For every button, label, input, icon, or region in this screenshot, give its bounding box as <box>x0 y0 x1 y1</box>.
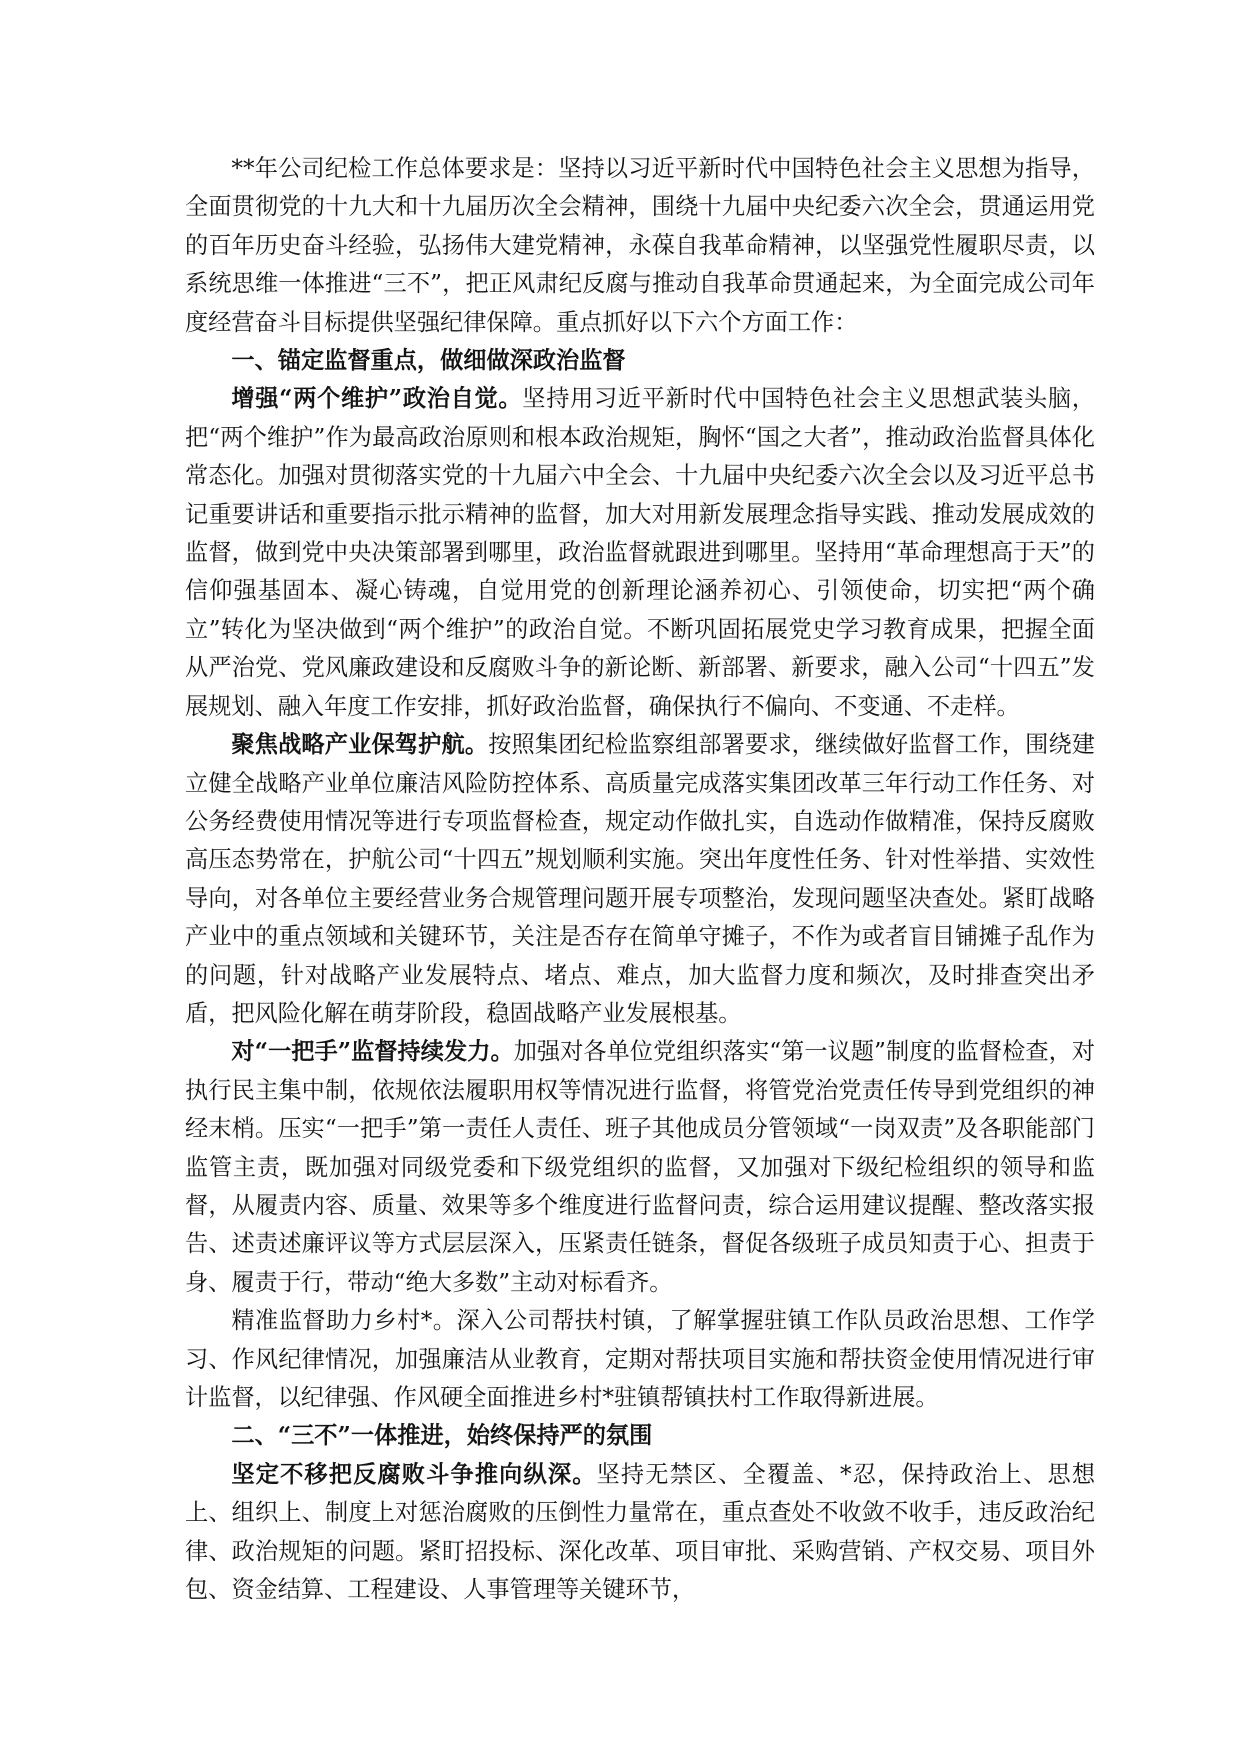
paragraph-strategic-industry <box>185 726 1095 1033</box>
paragraph-body: 坚持用习近平新时代中国特色社会主义思想武装头脑，把“两个维护”作为最高政治原则和根本政治规矩，胸怀“国之大者”，推动政治监督具体化常态化。加强对贯彻落实党的十九届六中全会、十九届中央纪委六次全会以及习近平总书记重要讲话和重要指示批示精神的监督，加大对用新发展理念指导实践、推动发展成效的监督，做到党中央决策部署到哪里，政治监督就跟进到哪里。坚持用“革命理想高于天”的信仰强基固本、凝心铸魂，自觉用党的创新理论涵养初心、引领使命，切实把“两个确立”转化为坚决做到“两个维护”的政治自觉。不断巩固拓展党史学习教育成果，把握全面从严治党、党风廉政建设和反腐败斗争的新论断、新部署、新要求，融入公司“十四五”发展规划、融入年度工作安排，抓好政治监督，确保执行不偏向、不变通、不走样。 <box>185 385 1095 720</box>
paragraph-rural-support: 精准监督助力乡村*。深入公司帮扶村镇，了解掌握驻镇工作队员政治思想、工作学习、作风纪律情况，加强廉洁从业教育，定期对帮扶项目实施和帮扶资金使用情况进行审计监督，以纪律强、作风硬全面推进乡村*驻镇帮镇扶村工作取得新进展。 <box>185 1307 1095 1411</box>
paragraph-lead: 对“一把手”监督持续发力。 <box>231 1038 514 1066</box>
paragraph-body: 加强对各单位党组织落实“第一议题”制度的监督检查，对执行民主集中制，依规依法履职用权等情况进行监督，将管党治党责任传导到党组织的神经末梢。压实“一把手”第一责任人责任、班子其他成员分管领域“一岗双责”及各职能部门监管主责，既加强对同级党委和下级党组织的监督，又加强对下级纪检组织的领导和监督，从履责内容、质量、效果等多个维度进行监督问责，综合运用建议提醒、整改落实报告、述责述廉评议等方式层层深入，压紧责任链条，督促各级班子成员知责于心、担责于身、履责于行，带动“绝大多数”主动对标看齐。 <box>185 1038 1095 1296</box>
paragraph-lead: 坚定不移把反腐败斗争推向纵深。 <box>231 1460 597 1488</box>
section-heading-1: 一、锚定监督重点，做细做深政治监督 <box>231 347 626 375</box>
paragraph-body: 按照集团纪检监察组部署要求，继续做好监督工作，围绕建立健全战略产业单位廉洁风险防控体系、高质量完成落实集团改革三年行动工作任务、对公务经费使用情况等进行专项监督检查，规定动作做扎实，自选动作做精准，保持反腐败高压态势常在，护航公司“十四五”规划顺利实施。突出年度性任务、针对性举措、实效性导向，对各单位主要经营业务合规管理问题开展专项整治，发现问题坚决查处。紧盯战略产业中的重点领域和关键环节，关注是否存在简单守摊子，不作为或者盲目铺摊子乱作为的问题，针对战略产业发展特点、堵点、难点，加大监督力度和频次，及时排查突出矛盾，把风险化解在萌芽阶段，稳固战略产业发展根基。 <box>185 731 1095 1027</box>
paragraph-political-awareness <box>185 380 1095 726</box>
document-page <box>185 150 1095 1609</box>
paragraph-body: 坚持无禁区、全覆盖、*忍，保持政治上、思想上、组织上、制度上对惩治腐败的压倒性力量常在，重点查处不收敛不收手，违反政治纪律、政治规矩的问题。紧盯招投标、深化改革、项目审批、采购营销、产权交易、项目外包、资金结算、工程建设、人事管理等关键环节， <box>185 1460 1096 1604</box>
paragraph-anti-corruption <box>185 1456 1095 1610</box>
intro-paragraph: **年公司纪检工作总体要求是：坚持以习近平新时代中国特色社会主义思想为指导，全面贯彻党的十九大和十九届历次全会精神，围绕十九届中央纪委六次全会，贯通运用党的百年历史奋斗经验，弘扬伟大建党精神，永葆自我革命精神，以坚强党性履职尽责，以系统思维一体推进“三不”，把正风肃纪反腐与推动自我革命贯通起来，为全面完成公司年度经营奋斗目标提供坚强纪律保障。重点抓好以下六个方面工作： <box>185 155 1095 336</box>
paragraph-lead: 聚焦战略产业保驾护航。 <box>231 731 489 759</box>
paragraph-lead: 增强“两个维护”政治自觉。 <box>231 385 523 413</box>
paragraph-top-leader-supervision <box>185 1033 1095 1302</box>
section-heading-2: 二、“三不”一体推进，始终保持严的氛围 <box>231 1422 653 1450</box>
